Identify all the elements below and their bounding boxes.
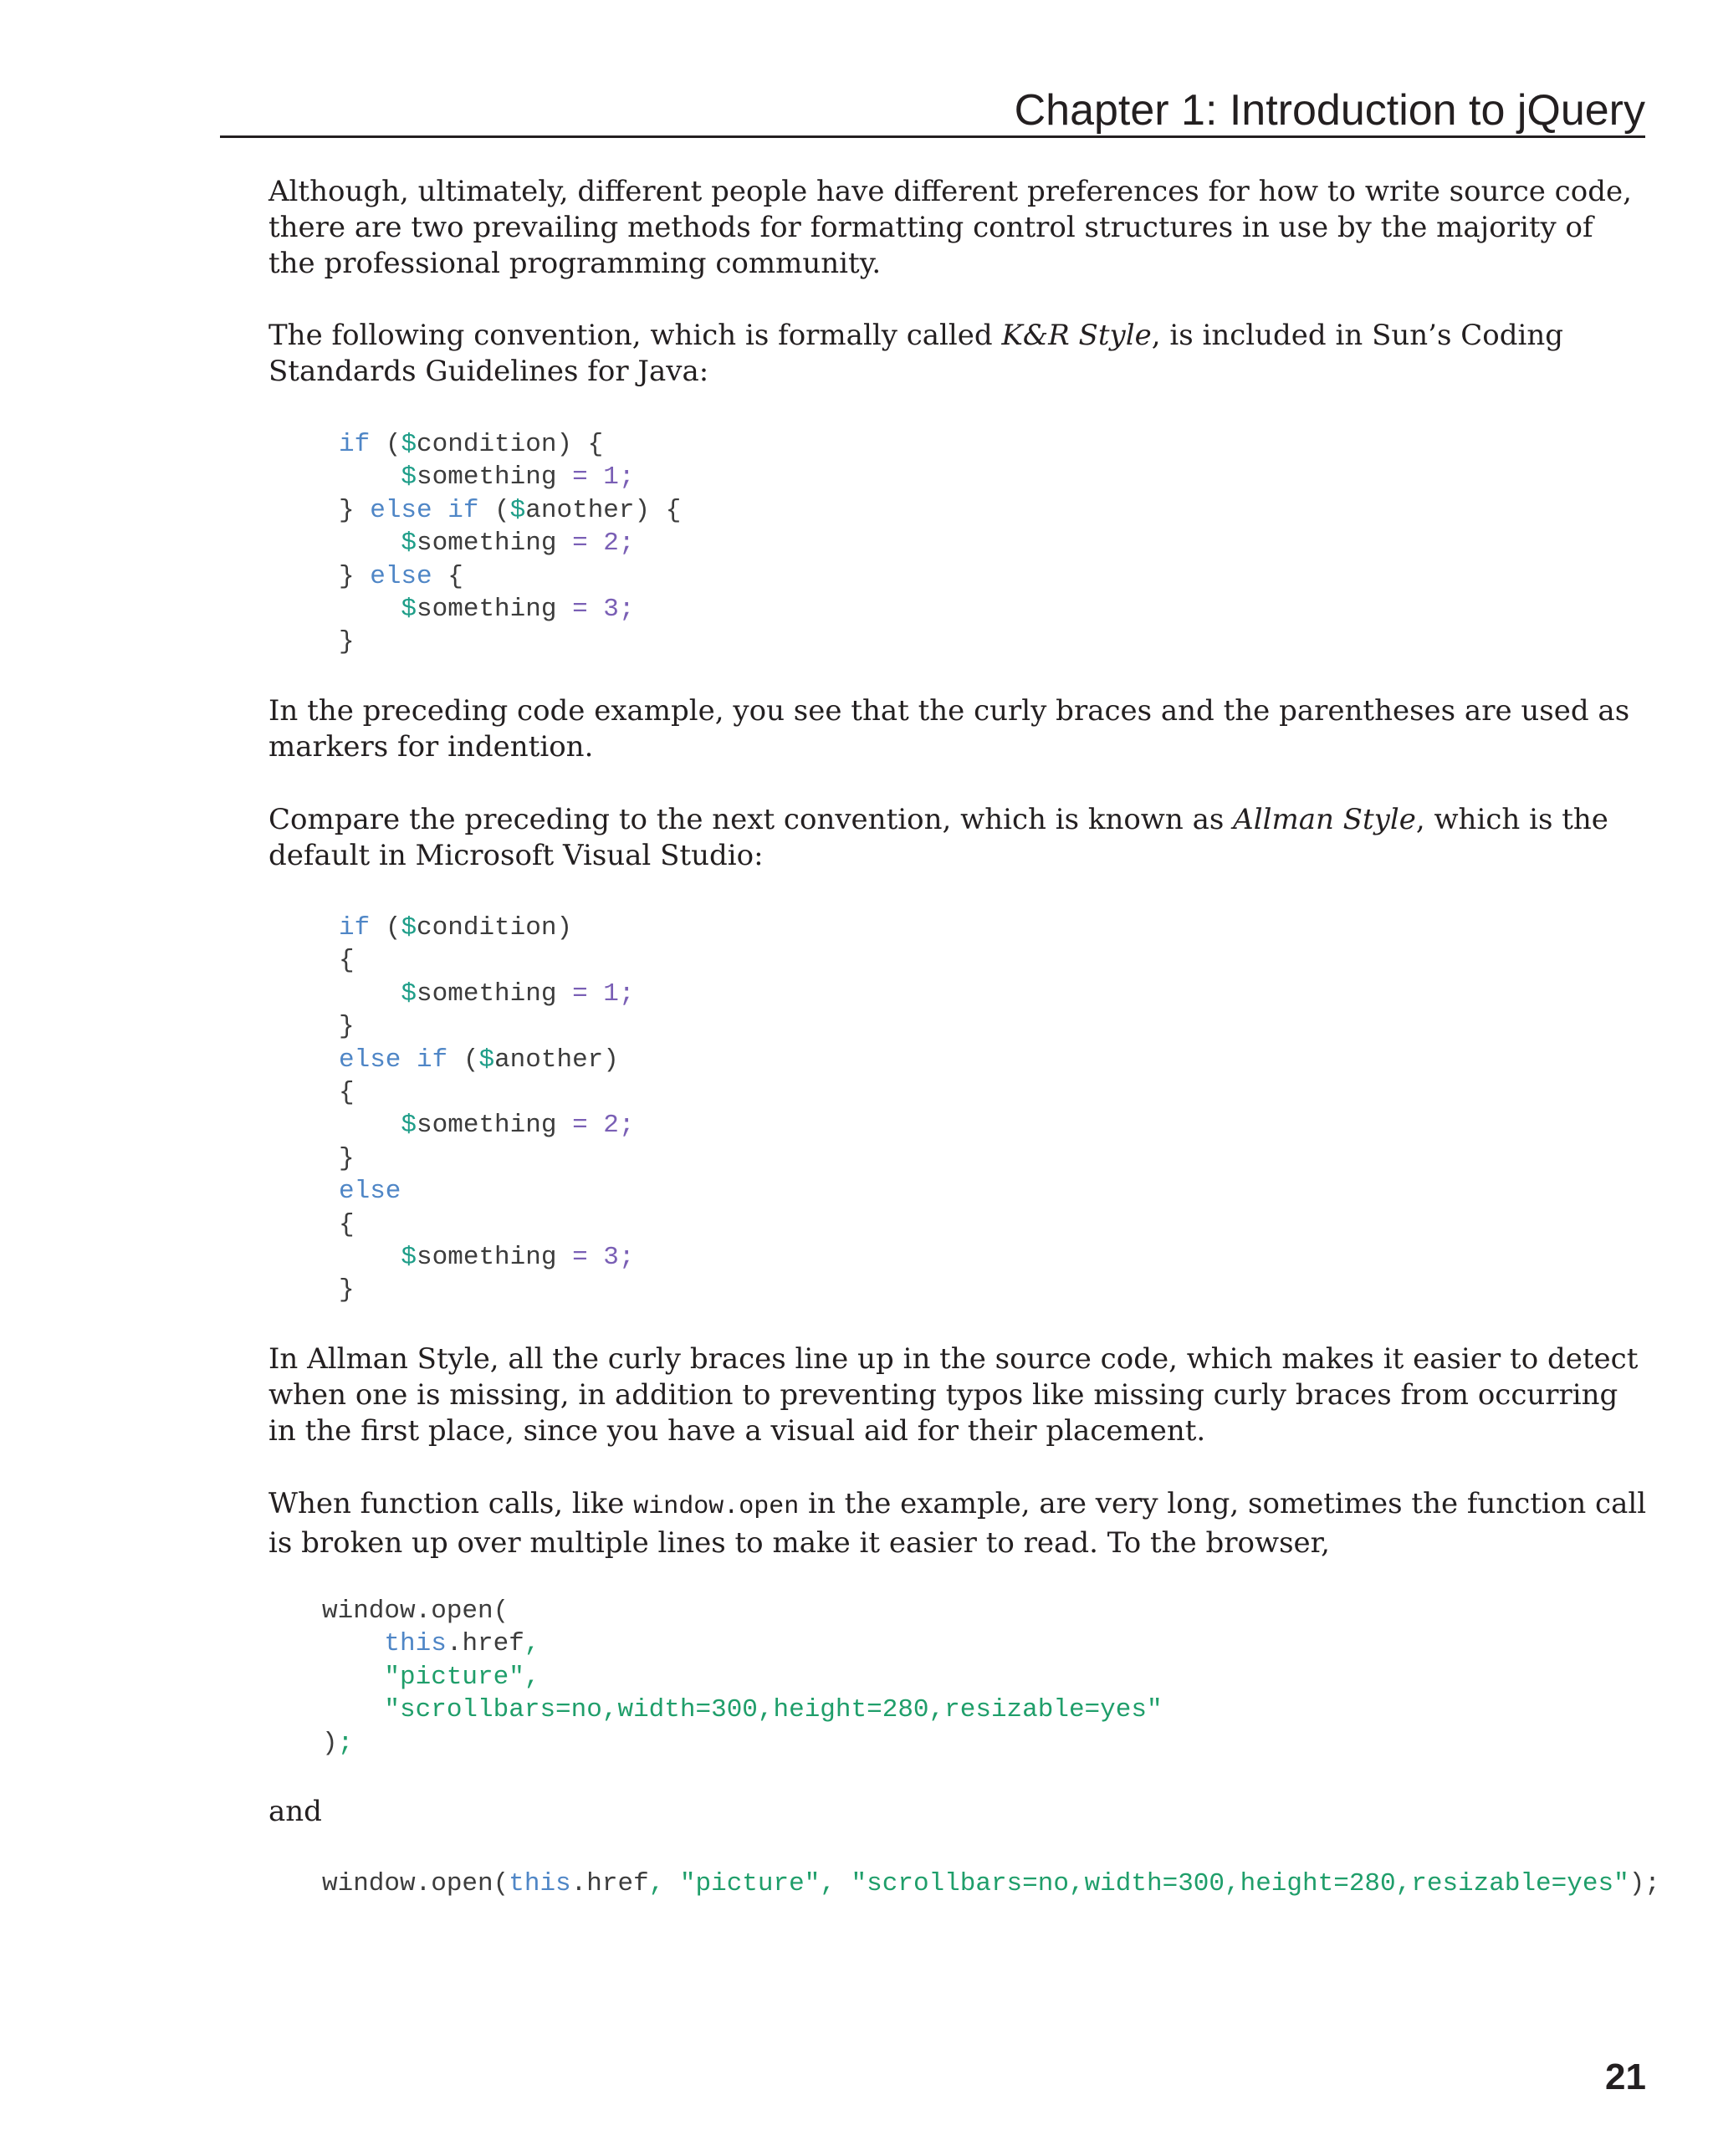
code-token: window.open( xyxy=(322,1869,509,1898)
code-line xyxy=(322,1867,1660,1900)
code-line xyxy=(339,494,681,527)
code-token: } xyxy=(339,561,371,591)
code-token: something xyxy=(417,594,573,624)
code-token xyxy=(339,462,401,492)
code-line xyxy=(339,944,634,977)
code-line xyxy=(339,1142,634,1175)
kr-style-term: K&R Style xyxy=(1001,319,1152,352)
code-token xyxy=(339,1111,401,1140)
code-token: window.open( xyxy=(322,1597,509,1626)
code-token: , xyxy=(524,1629,540,1659)
code-token: = 1; xyxy=(572,462,635,493)
code-line xyxy=(322,1694,1163,1726)
code-token: $ xyxy=(401,1111,417,1141)
code-token: = 2; xyxy=(572,1111,635,1141)
code-token: = 3; xyxy=(572,1242,635,1272)
code-token: { xyxy=(432,561,463,591)
code-line xyxy=(339,1208,634,1241)
code-line xyxy=(339,1175,634,1208)
code-block-allman-style xyxy=(339,912,634,1307)
code-token: $ xyxy=(401,462,417,493)
code-token: $ xyxy=(401,594,417,624)
code-token: else if xyxy=(339,1045,448,1075)
code-token: } xyxy=(339,1012,355,1042)
code-token: $ xyxy=(509,495,526,525)
code-token: ( xyxy=(447,1045,479,1075)
code-token: else xyxy=(339,1177,401,1207)
code-token: .href xyxy=(446,1629,524,1659)
code-line xyxy=(339,527,681,559)
code-line xyxy=(339,1044,634,1076)
code-token xyxy=(322,1695,384,1724)
code-token: this xyxy=(384,1629,447,1659)
code-token: .href xyxy=(570,1869,649,1898)
code-block-single-line-call xyxy=(322,1867,1660,1900)
code-token: $ xyxy=(401,1242,417,1272)
code-token xyxy=(339,979,401,1009)
paragraph-and: and xyxy=(268,1795,322,1828)
page-number: 21 xyxy=(1605,2056,1646,2097)
code-token: $ xyxy=(401,430,417,459)
chapter-title: Chapter 1: Introduction to jQuery xyxy=(1014,86,1645,135)
code-token: another) xyxy=(494,1045,619,1075)
code-token: this xyxy=(509,1869,571,1898)
code-line xyxy=(339,1109,634,1142)
code-token: if xyxy=(339,430,371,459)
paragraph-allman-benefit: In Allman Style, all the curly braces line up in the source code, which makes it easier to detect when one is missing, in addition to preventing typos like missing curly braces from occurring in the first place, since you have a visual aid for their placement. xyxy=(268,1342,1639,1448)
code-token: something xyxy=(417,529,573,559)
code-token: something xyxy=(417,1242,573,1272)
paragraph-function-calls xyxy=(268,1486,1649,1561)
code-token: else xyxy=(370,561,432,591)
code-token: = 3; xyxy=(572,594,635,624)
code-block-kr-style xyxy=(339,428,681,659)
code-line xyxy=(339,1241,634,1274)
code-line xyxy=(322,1627,1163,1660)
code-token: = 2; xyxy=(572,529,635,559)
paragraph-kr-style xyxy=(268,318,1649,390)
running-header xyxy=(220,75,1645,138)
code-token: } xyxy=(339,627,355,657)
code-line xyxy=(339,560,681,593)
code-token: something xyxy=(417,1111,573,1141)
code-token xyxy=(339,1243,401,1272)
code-token xyxy=(322,1629,384,1658)
code-token: } xyxy=(339,1143,355,1173)
code-line xyxy=(322,1661,1163,1694)
code-line xyxy=(339,1274,634,1306)
code-token: "picture", xyxy=(384,1662,540,1692)
code-token: } xyxy=(339,1275,355,1305)
code-token: { xyxy=(339,1077,355,1107)
paragraph-allman-style-text-2: , which is the default in Microsoft Visual Studio: xyxy=(268,803,1608,872)
code-token: $ xyxy=(401,529,417,559)
code-line xyxy=(339,593,681,626)
code-token: ) xyxy=(322,1728,338,1758)
code-token: ( xyxy=(370,913,401,943)
paragraph-allman-style-text-1: Compare the preceding to the next convention, which is known as xyxy=(268,803,1234,836)
code-token xyxy=(322,1663,384,1692)
code-token: $ xyxy=(478,1045,495,1075)
code-token: ; xyxy=(337,1728,354,1758)
code-line xyxy=(339,626,681,658)
paragraph-indention: In the preceding code example, you see that the curly braces and the parentheses are used as markers for indention. xyxy=(268,694,1630,764)
code-token: else if xyxy=(370,495,479,525)
code-token: ); xyxy=(1629,1869,1660,1898)
code-line xyxy=(339,461,681,493)
inline-code-window-open: window.open xyxy=(633,1493,800,1521)
paragraph-function-calls-text-2: in the example, are very long, sometimes the function call is broken up over multiple lines to make it easier to read. To the browser, xyxy=(268,1487,1647,1560)
code-token xyxy=(339,529,401,558)
code-token: = 1; xyxy=(572,978,635,1009)
code-line xyxy=(339,912,634,944)
code-token: condition) { xyxy=(417,430,604,459)
paragraph-function-calls-text-1: When function calls, like xyxy=(268,1487,634,1520)
paragraph-kr-style-text-1: The following convention, which is formally called xyxy=(268,319,1002,352)
code-token: another) { xyxy=(525,495,682,525)
code-token: "scrollbars=no,width=300,height=280,resizable=yes" xyxy=(384,1695,1163,1725)
code-token: ( xyxy=(478,495,510,525)
code-line xyxy=(322,1727,1163,1760)
code-token: ( xyxy=(370,430,401,459)
allman-style-term: Allman Style xyxy=(1233,803,1416,836)
code-line xyxy=(339,428,681,461)
code-token: something xyxy=(417,978,573,1009)
code-token: something xyxy=(417,462,573,493)
code-token: { xyxy=(339,946,355,976)
code-token xyxy=(339,595,401,624)
code-token: condition) xyxy=(417,913,573,943)
code-line xyxy=(339,978,634,1010)
code-token: { xyxy=(339,1209,355,1239)
code-token: $ xyxy=(401,913,417,943)
paragraph-kr-style-text-2: , is included in Sun’s Coding Standards Guidelines for Java: xyxy=(268,319,1564,388)
code-token: } xyxy=(339,495,371,525)
code-token: , "picture", "scrollbars=no,width=300,height=280,resizable=yes" xyxy=(648,1869,1629,1898)
code-token: $ xyxy=(401,978,417,1009)
code-line xyxy=(322,1595,1163,1627)
paragraph-allman-style xyxy=(268,802,1649,874)
code-token: if xyxy=(339,913,371,943)
code-line xyxy=(339,1076,634,1109)
paragraph-intro: Although, ultimately, different people have different preferences for how to write source code, there are two prevailing methods for formatting control structures in use by the majority of the professional programming community. xyxy=(268,175,1632,280)
code-line xyxy=(339,1010,634,1043)
code-block-multiline-call xyxy=(322,1595,1163,1760)
